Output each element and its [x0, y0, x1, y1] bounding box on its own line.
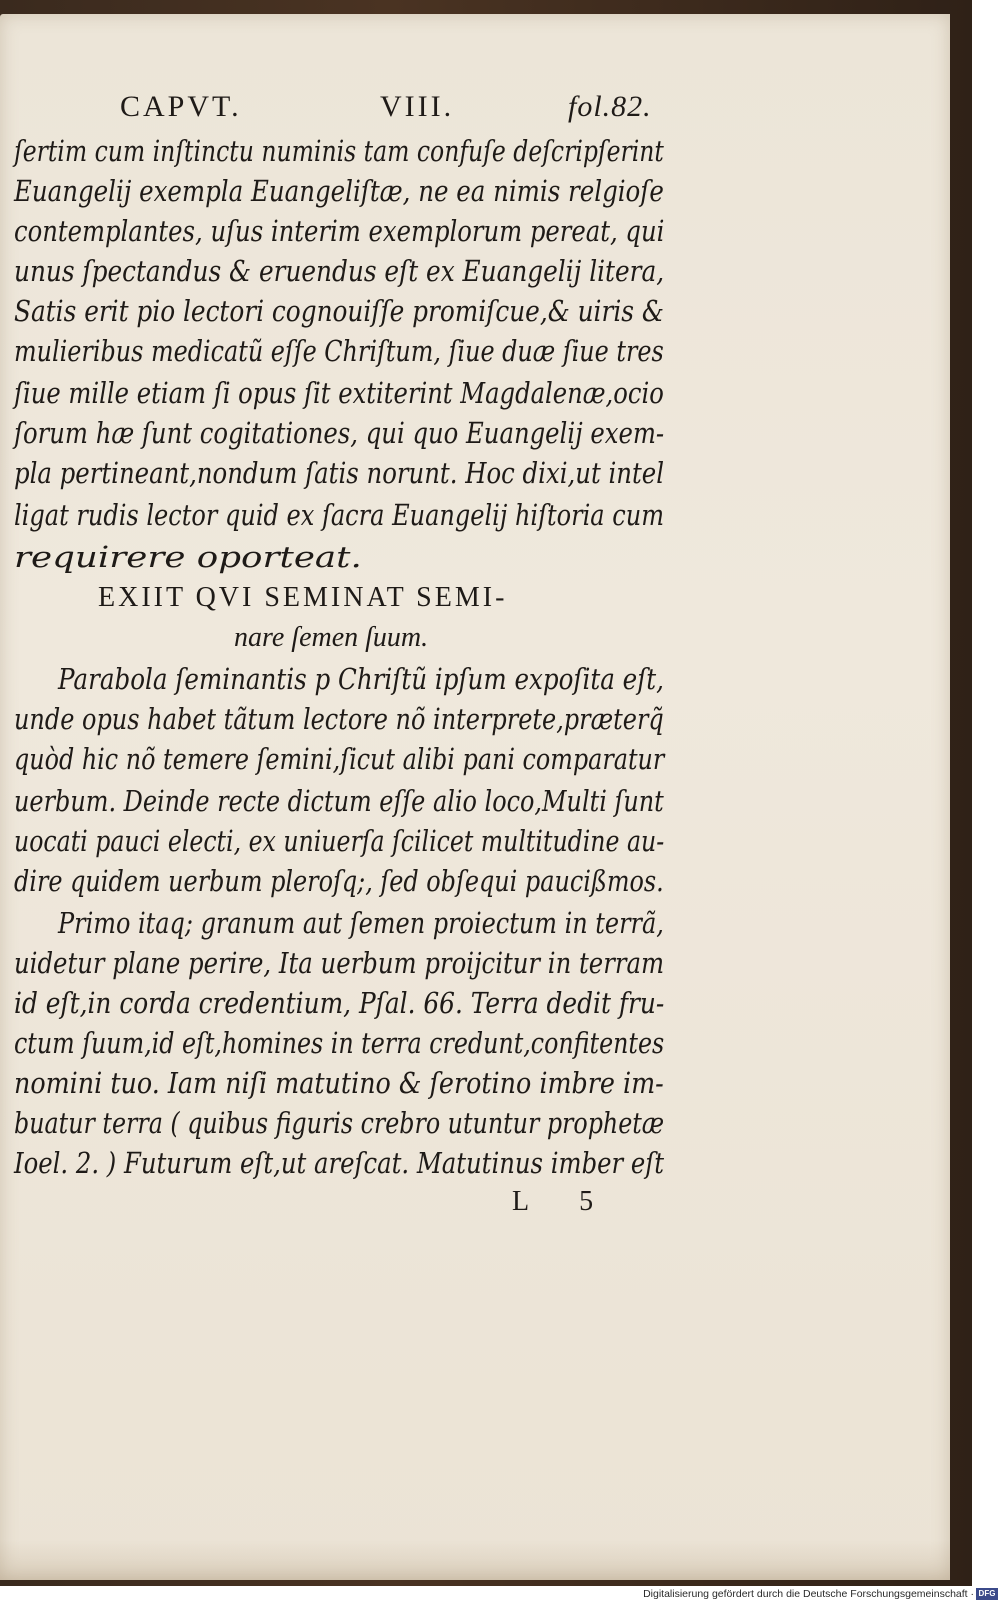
- funding-credit: Digitalisierung gefördert durch die Deutsche Forschungsgemeinschaft ·: [643, 1588, 974, 1600]
- text-line: Satis erit pio lectori cognouiſſe promiſcue,& uiris &: [14, 295, 664, 328]
- running-head-chapter-number: VIII.: [380, 90, 455, 123]
- running-head-caput: CAPVT.: [120, 90, 242, 123]
- section-heading-line-1: EXIIT QVI SEMINAT SEMI-: [98, 582, 508, 613]
- text-line: uidetur plane perire, Ita uerbum proijcitur in terram: [14, 947, 665, 980]
- text-line: ſiue mille etiam ſi opus ſit extiterint Magdalenæ,ocio: [14, 377, 664, 410]
- dfg-logo-icon: DFG: [976, 1588, 998, 1600]
- text-line: ſertim cum inſtinctu numinis tam confuſe deſcripſerint: [14, 135, 664, 168]
- text-line: contemplantes, uſus interim exemplorum pereat, qui: [14, 215, 665, 248]
- text-line: Primo itaq; granum aut ſemen proiectum in terrã,: [58, 907, 664, 940]
- text-line: buatur terra ( quibus figuris crebro utuntur prophetæ: [14, 1107, 665, 1140]
- section-heading-line-2: nare ſemen ſuum.: [234, 622, 429, 653]
- text-line: pla pertineant,nondum ſatis norunt. Hoc dixi,ut intel: [14, 457, 665, 490]
- text-line: uocati pauci electi, ex uniuerſa ſcilicet multitudine au-: [14, 825, 665, 858]
- text-line: unus ſpectandus & eruendus eſt ex Euangelij litera,: [14, 255, 665, 288]
- text-line: unde opus habet tãtum lectore nõ interprete,præterq̃: [14, 703, 664, 736]
- text-line: ctum ſuum,id eſt,homines in terra credunt,confitentes: [14, 1027, 665, 1060]
- text-line: uerbum. Deinde recte dictum eſſe alio loco,Multi ſunt: [14, 785, 664, 818]
- text-line: Euangelij exempla Euangeliſtæ, ne ea nimis relgioſe: [14, 175, 664, 208]
- text-line: dire quidem uerbum pleroſq;, ſed obſequi paucißmos.: [14, 865, 664, 898]
- signature-mark: L 5: [512, 1186, 616, 1217]
- text-line: ſorum hæ ſunt cogitationes, qui quo Euangelij exem-: [14, 417, 665, 450]
- text-line: Parabola ſeminantis p Chriſtũ ipſum expoſita eſt,: [58, 663, 664, 696]
- text-line: id eſt,in corda credentium, Pſal. 66. Terra dedit fru-: [14, 987, 665, 1020]
- text-line: quòd hic nõ temere ſemini,ſicut alibi pani comparatur: [14, 743, 665, 776]
- text-line: nomini tuo. Iam niſi matutino & ſerotino imbre im-: [14, 1067, 664, 1100]
- text-line: ligat rudis lector quid ex ſacra Euangelij hiſtoria cum: [14, 499, 664, 532]
- text-line: Ioel. 2. ) Futurum eſt,ut areſcat. Matutinus imber eſt: [14, 1147, 665, 1180]
- text-line: mulieribus medicatũ eſſe Chriſtum, ſiue duæ ſiue tres: [14, 335, 664, 368]
- running-head-folio: fol.82.: [568, 90, 652, 123]
- text-line: requirere oporteat.: [14, 541, 362, 574]
